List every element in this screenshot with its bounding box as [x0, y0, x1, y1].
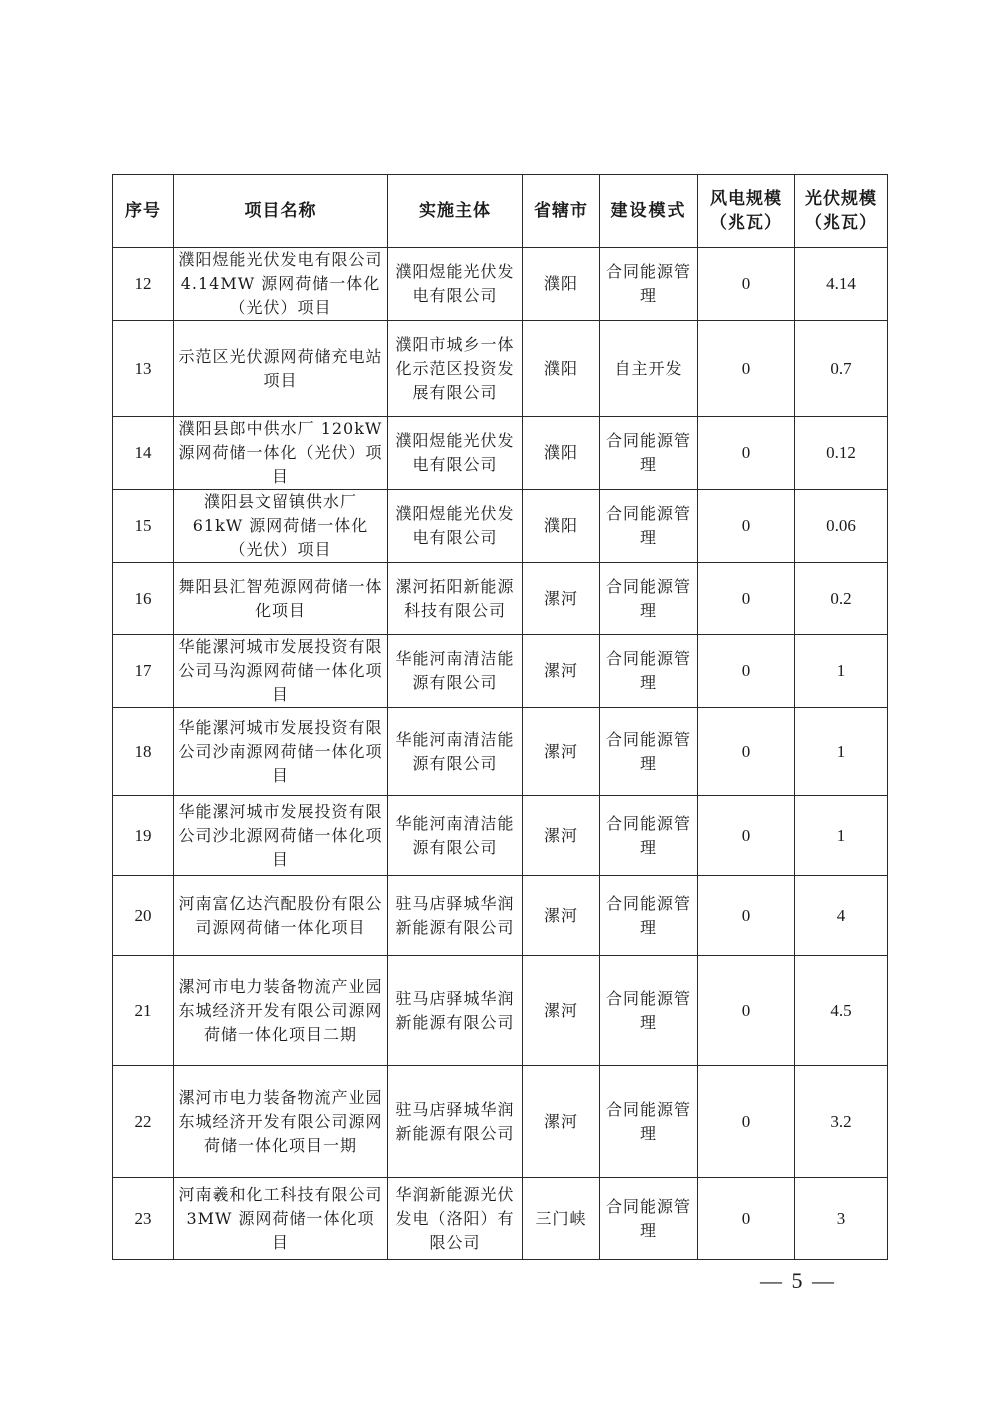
- cell-entity: 漯河拓阳新能源科技有限公司: [388, 563, 523, 635]
- table-row: [113, 1066, 888, 1178]
- cell-entity: 濮阳煜能光伏发电有限公司: [388, 490, 523, 563]
- cell-solar: 0.12: [795, 417, 888, 490]
- header-solar: 光伏规模 （兆瓦）: [795, 175, 888, 248]
- cell-wind: 0: [698, 708, 795, 796]
- cell-no: 13: [113, 321, 174, 417]
- cell-entity: 濮阳煜能光伏发电有限公司: [388, 248, 523, 321]
- cell-solar: 3: [795, 1178, 888, 1260]
- cell-no: 16: [113, 563, 174, 635]
- cell-project-name: 华能漯河城市发展投资有限公司沙北源网荷储一体化项目: [174, 796, 388, 876]
- cell-solar: 3.2: [795, 1066, 888, 1178]
- cell-no: 14: [113, 417, 174, 490]
- cell-solar: 1: [795, 796, 888, 876]
- cell-city: 漯河: [523, 876, 600, 956]
- header-mode: 建设模式: [600, 175, 698, 248]
- cell-no: 22: [113, 1066, 174, 1178]
- header-no: 序号: [113, 175, 174, 248]
- project-table: [112, 174, 888, 1260]
- cell-wind: 0: [698, 635, 795, 708]
- cell-entity: 华润新能源光伏发电（洛阳）有限公司: [388, 1178, 523, 1260]
- cell-project-name: 华能漯河城市发展投资有限公司沙南源网荷储一体化项目: [174, 708, 388, 796]
- cell-no: 15: [113, 490, 174, 563]
- cell-wind: 0: [698, 796, 795, 876]
- cell-entity: 华能河南清洁能源有限公司: [388, 635, 523, 708]
- cell-city: 漯河: [523, 708, 600, 796]
- table-row: [113, 563, 888, 635]
- header-entity: 实施主体: [388, 175, 523, 248]
- cell-project-name: 漯河市电力装备物流产业园东城经济开发有限公司源网荷储一体化项目一期: [174, 1066, 388, 1178]
- cell-wind: 0: [698, 490, 795, 563]
- cell-mode: 合同能源管理: [600, 956, 698, 1066]
- table-row: [113, 796, 888, 876]
- cell-wind: 0: [698, 248, 795, 321]
- table-row: [113, 956, 888, 1066]
- cell-mode: 合同能源管理: [600, 490, 698, 563]
- header-project-name: 项目名称: [174, 175, 388, 248]
- table-row: [113, 417, 888, 490]
- cell-city: 漯河: [523, 1066, 600, 1178]
- cell-entity: 华能河南清洁能源有限公司: [388, 708, 523, 796]
- table-row: [113, 1178, 888, 1260]
- cell-solar: 4: [795, 876, 888, 956]
- cell-wind: 0: [698, 1066, 795, 1178]
- page-number: — 5 —: [760, 1268, 836, 1293]
- cell-city: 濮阳: [523, 417, 600, 490]
- cell-city: 漯河: [523, 563, 600, 635]
- cell-wind: 0: [698, 876, 795, 956]
- cell-solar: 0.2: [795, 563, 888, 635]
- cell-city: 濮阳: [523, 490, 600, 563]
- table-row: [113, 876, 888, 956]
- cell-project-name: 示范区光伏源网荷储充电站项目: [174, 321, 388, 417]
- cell-mode: 合同能源管理: [600, 708, 698, 796]
- cell-wind: 0: [698, 956, 795, 1066]
- cell-city: 濮阳: [523, 321, 600, 417]
- cell-city: 三门峡: [523, 1178, 600, 1260]
- cell-entity: 濮阳煜能光伏发电有限公司: [388, 417, 523, 490]
- cell-no: 12: [113, 248, 174, 321]
- cell-mode: 合同能源管理: [600, 876, 698, 956]
- cell-solar: 1: [795, 635, 888, 708]
- cell-solar: 0.06: [795, 490, 888, 563]
- table-body: [113, 248, 888, 1260]
- cell-wind: 0: [698, 417, 795, 490]
- cell-project-name: 濮阳煜能光伏发电有限公司 4.14MW 源网荷储一体化（光伏）项目: [174, 248, 388, 321]
- cell-project-name: 漯河市电力装备物流产业园东城经济开发有限公司源网荷储一体化项目二期: [174, 956, 388, 1066]
- cell-city: 漯河: [523, 635, 600, 708]
- cell-mode: 自主开发: [600, 321, 698, 417]
- cell-project-name: 华能漯河城市发展投资有限公司马沟源网荷储一体化项目: [174, 635, 388, 708]
- table-row: [113, 321, 888, 417]
- cell-solar: 1: [795, 708, 888, 796]
- table-row: [113, 248, 888, 321]
- cell-no: 20: [113, 876, 174, 956]
- cell-solar: 4.14: [795, 248, 888, 321]
- cell-entity: 驻马店驿城华润新能源有限公司: [388, 956, 523, 1066]
- cell-project-name: 舞阳县汇智苑源网荷储一体化项目: [174, 563, 388, 635]
- cell-mode: 合同能源管理: [600, 1178, 698, 1260]
- cell-solar: 4.5: [795, 956, 888, 1066]
- cell-city: 濮阳: [523, 248, 600, 321]
- cell-mode: 合同能源管理: [600, 248, 698, 321]
- header-row: [113, 175, 888, 248]
- table-row: [113, 635, 888, 708]
- cell-mode: 合同能源管理: [600, 635, 698, 708]
- cell-entity: 驻马店驿城华润新能源有限公司: [388, 1066, 523, 1178]
- cell-solar: 0.7: [795, 321, 888, 417]
- cell-no: 18: [113, 708, 174, 796]
- cell-project-name: 河南富亿达汽配股份有限公司源网荷储一体化项目: [174, 876, 388, 956]
- cell-mode: 合同能源管理: [600, 563, 698, 635]
- cell-mode: 合同能源管理: [600, 1066, 698, 1178]
- cell-entity: 濮阳市城乡一体化示范区投资发展有限公司: [388, 321, 523, 417]
- cell-entity: 华能河南清洁能源有限公司: [388, 796, 523, 876]
- cell-mode: 合同能源管理: [600, 796, 698, 876]
- cell-wind: 0: [698, 1178, 795, 1260]
- cell-entity: 驻马店驿城华润新能源有限公司: [388, 876, 523, 956]
- cell-project-name: 濮阳县郎中供水厂 120kW 源网荷储一体化（光伏）项目: [174, 417, 388, 490]
- cell-city: 漯河: [523, 956, 600, 1066]
- header-wind: 风电规模 （兆瓦）: [698, 175, 795, 248]
- cell-city: 漯河: [523, 796, 600, 876]
- cell-project-name: 濮阳县文留镇供水厂 61kW 源网荷储一体化（光伏）项目: [174, 490, 388, 563]
- cell-no: 19: [113, 796, 174, 876]
- cell-wind: 0: [698, 563, 795, 635]
- cell-mode: 合同能源管理: [600, 417, 698, 490]
- header-city: 省辖市: [523, 175, 600, 248]
- table-row: [113, 490, 888, 563]
- cell-wind: 0: [698, 321, 795, 417]
- cell-no: 21: [113, 956, 174, 1066]
- cell-project-name: 河南羲和化工科技有限公司 3MW 源网荷储一体化项目: [174, 1178, 388, 1260]
- cell-no: 23: [113, 1178, 174, 1260]
- table-row: [113, 708, 888, 796]
- cell-no: 17: [113, 635, 174, 708]
